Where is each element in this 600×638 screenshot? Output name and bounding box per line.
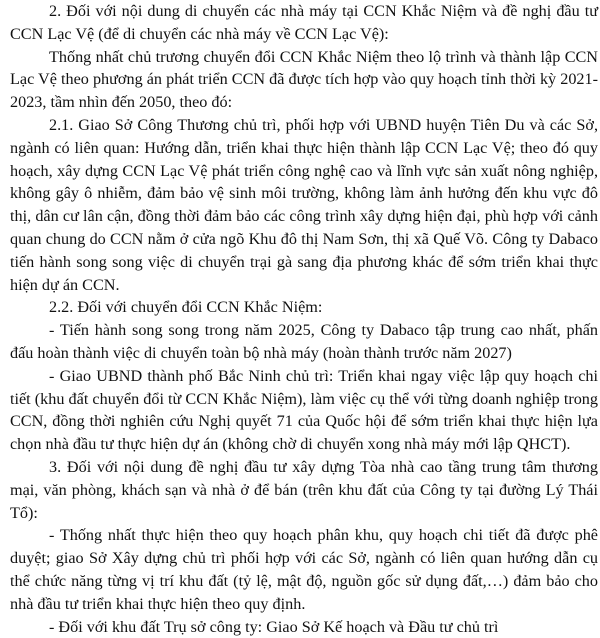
paragraph-3-item-headquarters: - Đối với khu đất Trụ sở công ty: Giao Sở Kế hoạch và Đầu tư chủ trì (49, 617, 499, 636)
paragraph-3-item-planning: - Thống nhất thực hiện theo quy hoạch phân khu, quy hoạch chi tiết đã được phê duyệt; giao Sở Xây dựng chủ trì phối hợp với các Sở, ngành có liên quan hướng dẫn cụ thể chức năng từng vị trí khu đất (tỷ lệ, mật độ, nguồn gốc sử dụng đất,…) đảm bảo cho nhà đầu tư triển khai thực hiện theo quy định. (10, 526, 598, 613)
paragraph-section-2-heading: 2. Đối với nội dung di chuyển các nhà máy tại CCN Khắc Niệm và đề nghị đầu tư CCN Lạc Vệ (để di chuyển các nhà máy về CCN Lạc Vệ): (10, 2, 598, 43)
paragraph-2-2-heading: 2.2. Đối với chuyển đổi CCN Khắc Niệm: (49, 298, 323, 317)
paragraph-agreement: Thống nhất chủ trương chuyển đổi CCN Khắc Niệm theo lộ trình và thành lập CCN Lạc Vệ theo phương án phát triển CCN đã được tích hợp vào quy hoạch tỉnh thời kỳ 2021-2023, tầm nhìn đến 2050, theo đó: (10, 47, 598, 112)
paragraph-section-3-heading: 3. Đối với nội dung đề nghị đầu tư xây dựng Tòa nhà cao tầng trung tâm thương mại, văn phòng, khách sạn và nhà ở để bán (trên khu đất của Công ty tại đường Lý Thái Tổ): (10, 457, 598, 522)
paragraph-2-2-item-ubnd: - Giao UBND thành phố Bắc Ninh chủ trì: Triển khai ngay việc lập quy hoạch chi tiết (khu đất chuyển đổi từ CCN Khắc Niệm), làm việc cụ thể với từng doanh nghiệp trong CCN, đồng thời nghiên cứu Nghị quyết 71 của Quốc hội để sớm triển khai thực hiện lựa chọn nhà đầu tư thực hiện dự án (không chờ di chuyển xong nhà máy mới lập QHCT). (10, 366, 598, 454)
paragraph-2-2-item-dabaco: - Tiến hành song song trong năm 2025, Công ty Dabaco tập trung cao nhất, phấn đấu hoàn thành việc di chuyển toàn bộ nhà máy (hoàn thành trước năm 2027) (10, 321, 598, 362)
document-body (10, 0, 598, 638)
paragraph-2-1: 2.1. Giao Sở Công Thương chủ trì, phối hợp với UBND huyện Tiên Du và các Sở, ngành có liên quan: Hướng dẫn, triển khai thực hiện thành lập CCN Lạc Vệ; theo đó quy hoạch, xây dựng CCN Lạc Vệ phát triển công nghệ cao và lĩnh vực sản xuất nông nghiệp, không gây ô nhiễm, đảm bảo vệ sinh môi trường, không làm ảnh hưởng đến khu vực đô thị, dân cư lân cận, đồng thời đảm bảo các công trình xây dựng hiện đại, phù hợp với cảnh quan chung do CCN nằm ở cửa ngõ Khu đô thị Nam Sơn, thị xã Quế Võ. Công ty Dabaco tiến hành song song việc di chuyển trại gà sang địa phương khác để sớm triển khai thực hiện dự án CCN. (10, 115, 598, 294)
